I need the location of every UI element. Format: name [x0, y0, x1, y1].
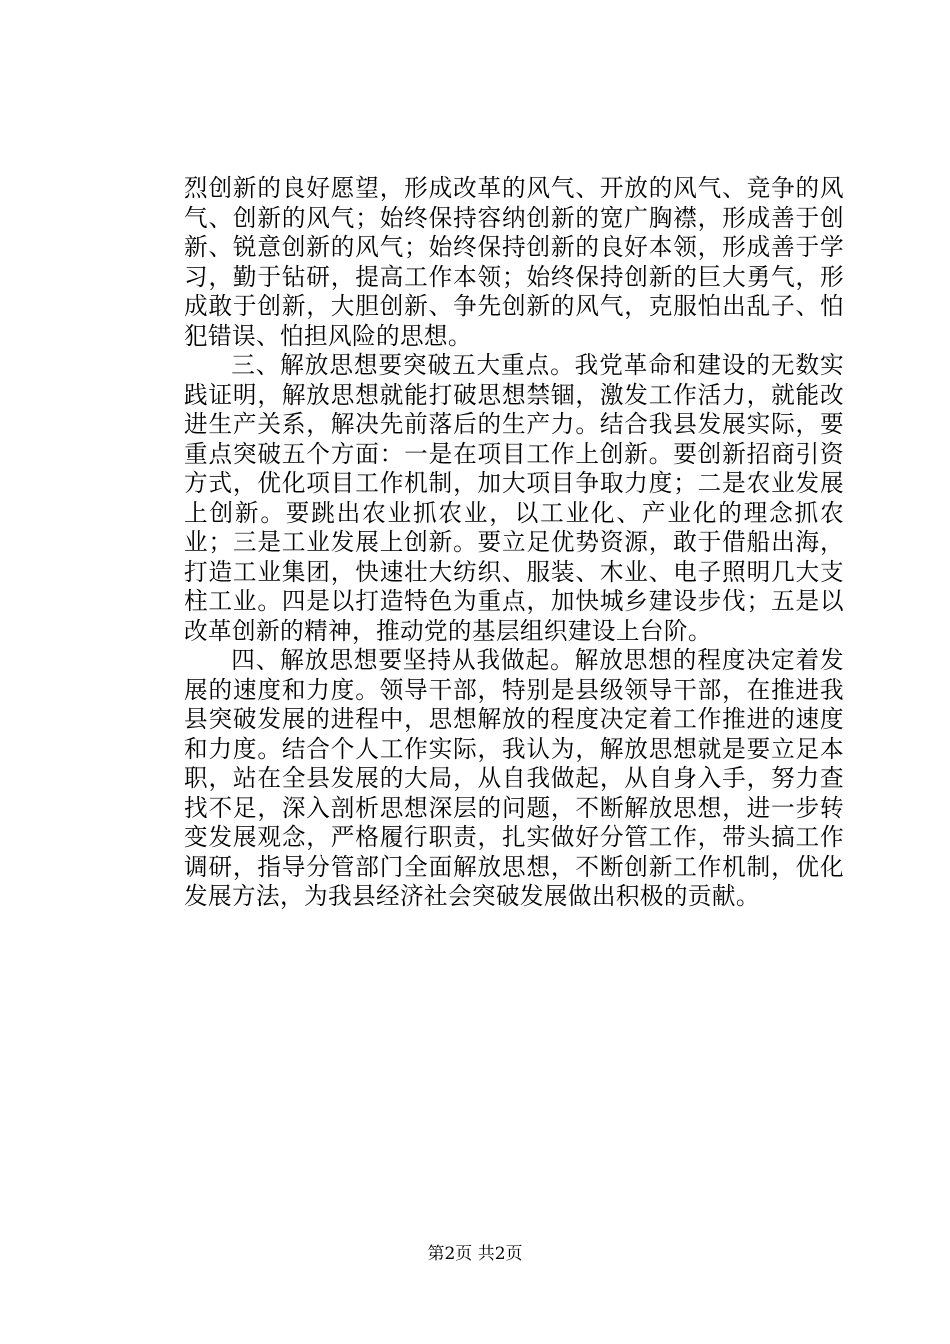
paragraph-continuation: 烈创新的良好愿望，形成改革的风气、开放的风气、竞争的风气、创新的风气；始终保持容纳创新的宽广胸襟，形成善于创新、锐意创新的风气；始终保持创新的良好本领，形成善于学习，勤于钻研，提高工作本领；始终保持创新的巨大勇气，形成敢于创新，大胆创新、争先创新的风气，克服怕出乱子、怕犯错误、怕担风险的思想。 [184, 174, 844, 350]
page-footer [0, 1243, 950, 1265]
paragraph-section-four: 四、解放思想要坚持从我做起。解放思想的程度决定着发展的速度和力度。领导干部，特别是县级领导干部，在推进我县突破发展的进程中，思想解放的程度决定着工作推进的速度和力度。结合个人工作实际，我认为，解放思想就是要立足本职，站在全县发展的大局，从自我做起，从自身入手，努力查找不足，深入剖析思想深层的问题，不断解放思想，进一步转变发展观念，严格履行职责，扎实做好分管工作，带头搞工作调研，指导分管部门全面解放思想，不断创新工作机制，优化发展方法，为我县经济社会突破发展做出积极的贡献。 [184, 646, 844, 910]
page-number: 第2页 共2页 [427, 1244, 523, 1264]
document-body [184, 174, 844, 912]
paragraph-section-three: 三、解放思想要突破五大重点。我党革命和建设的无数实践证明，解放思想就能打破思想禁锢，激发工作活力，就能改进生产关系，解决先前落后的生产力。结合我县发展实际，要重点突破五个方面：一是在项目工作上创新。要创新招商引资方式，优化项目工作机制，加大项目争取力度；二是农业发展上创新。要跳出农业抓农业，以工业化、产业化的理念抓农业；三是工业发展上创新。要立足优势资源，敢于借船出海，打造工业集团，快速壮大纺织、服装、木业、电子照明几大支柱工业。四是以打造特色为重点，加快城乡建设步伐；五是以改革创新的精神，推动党的基层组织建设上台阶。 [184, 351, 844, 645]
